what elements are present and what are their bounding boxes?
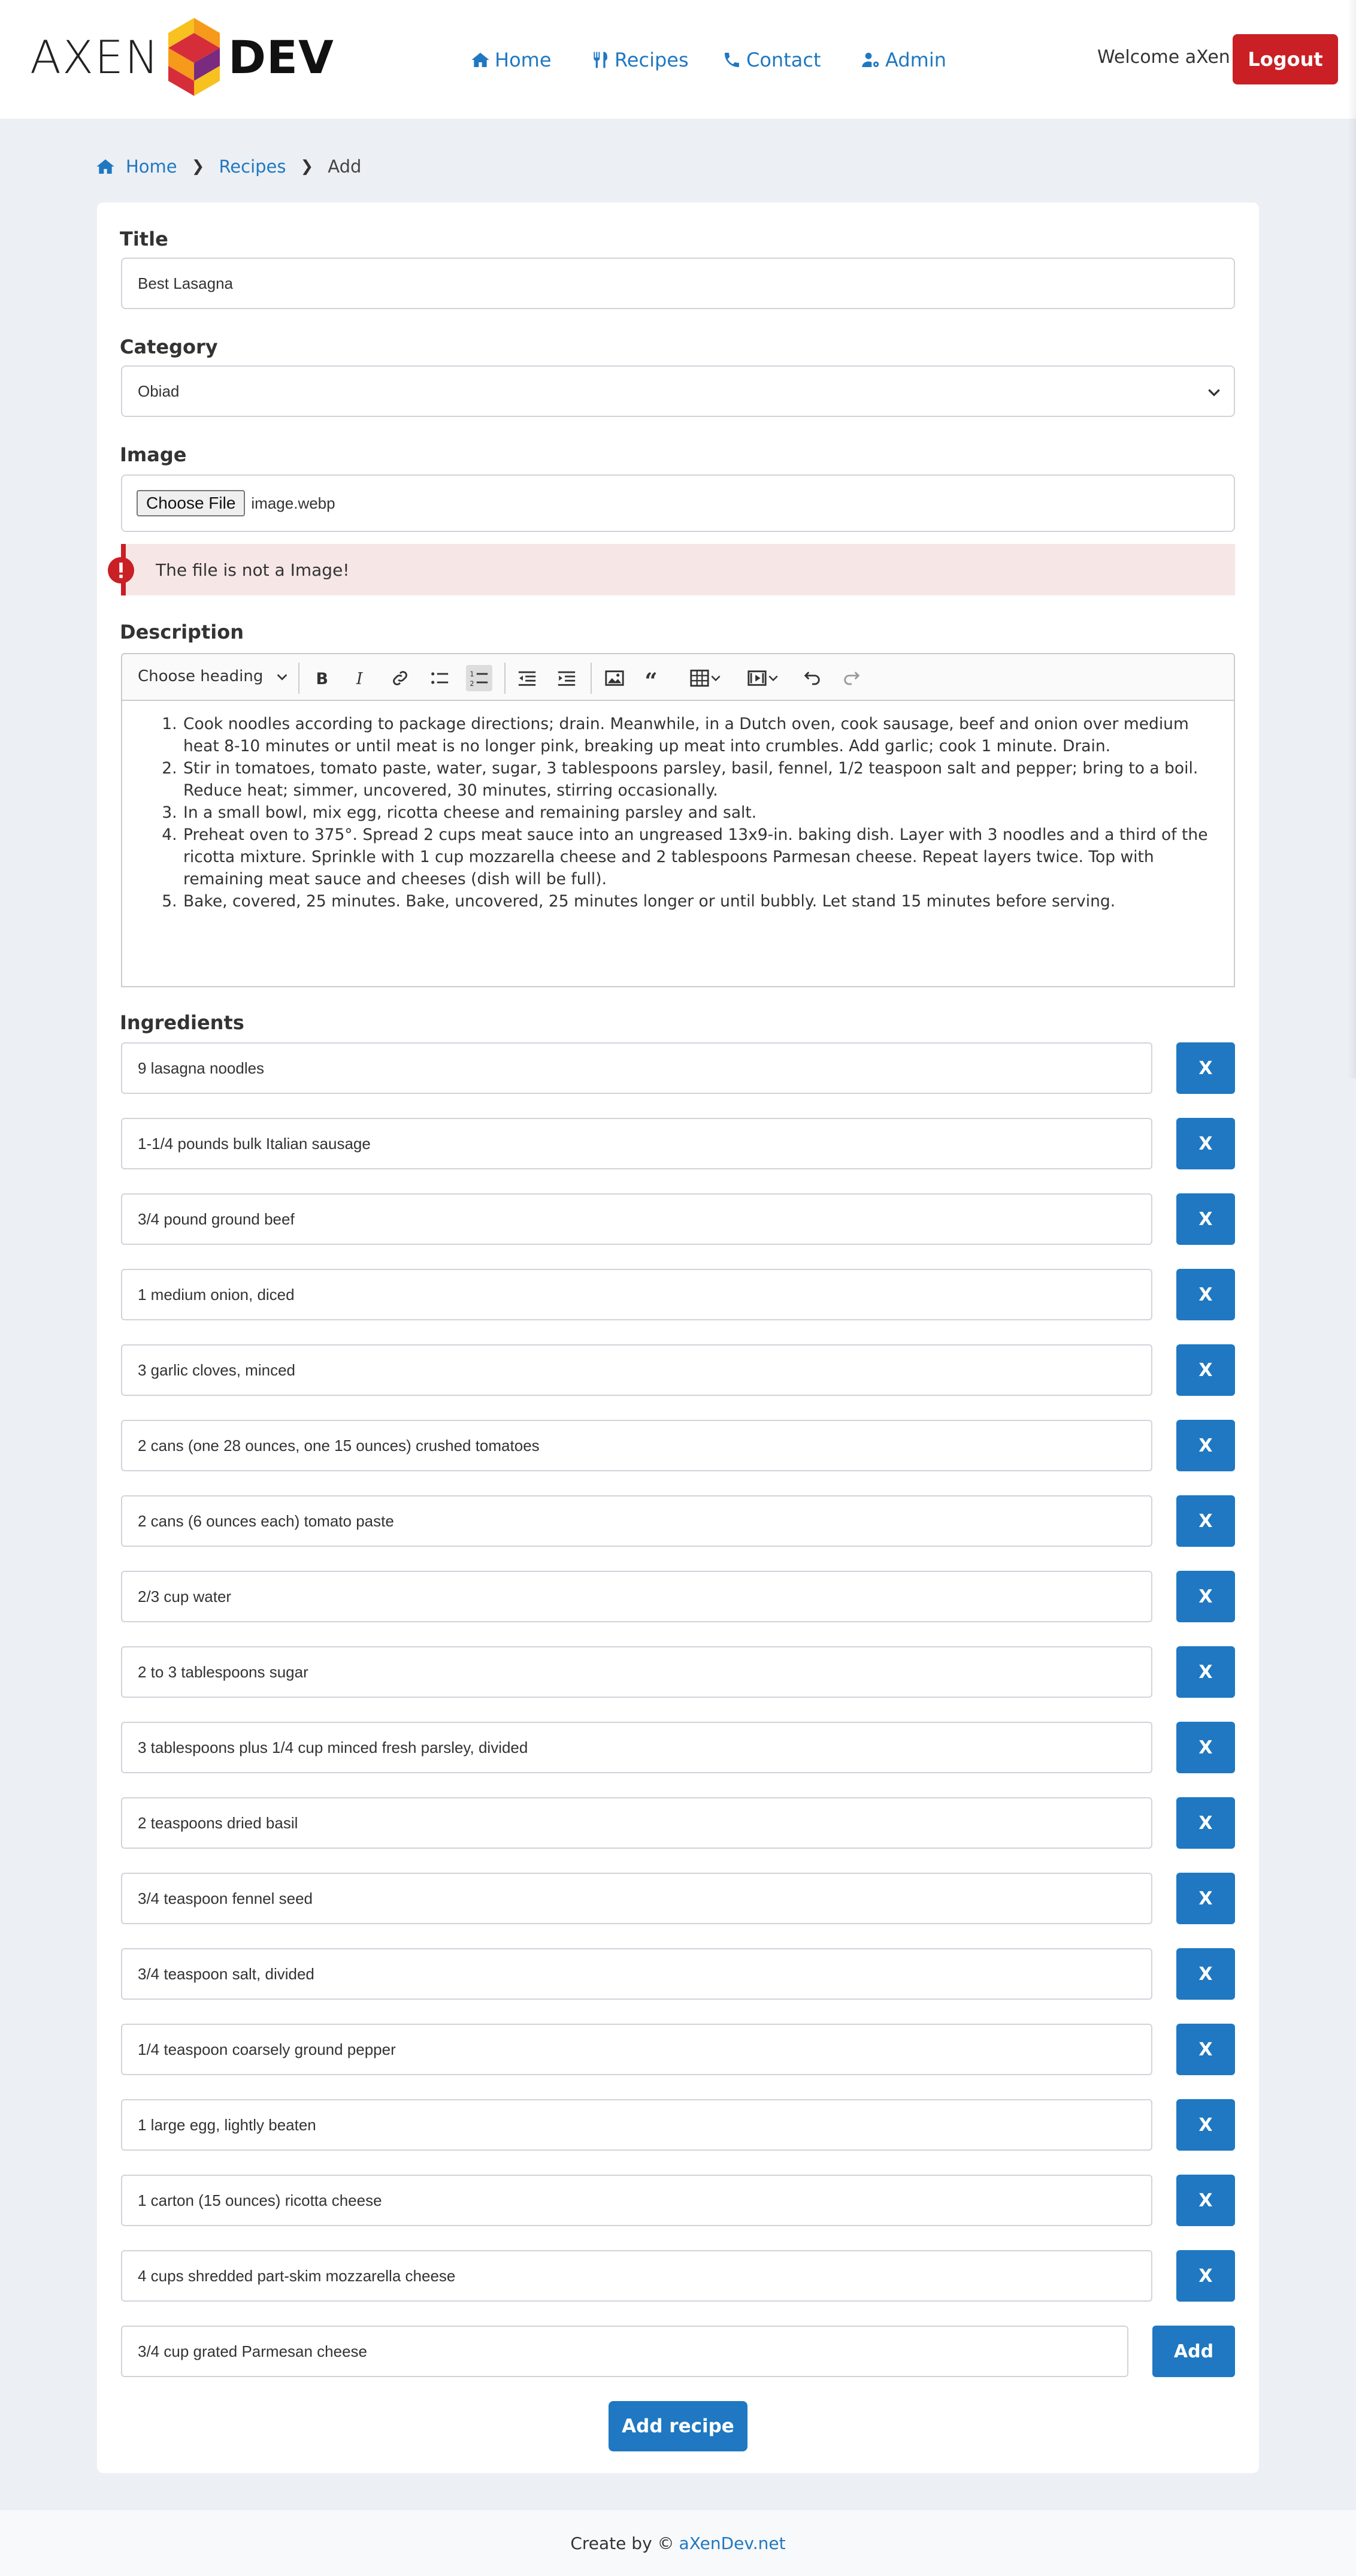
scrollbar-shadow [1348, 0, 1356, 1078]
category-select[interactable] [121, 365, 1235, 417]
title-input-value: Best Lasagna [138, 274, 234, 292]
remove-ingredient-button[interactable]: X [1176, 1042, 1235, 1094]
breadcrumb [96, 155, 361, 179]
outdent-icon [517, 668, 537, 688]
link-icon [390, 668, 410, 688]
ingredient-input[interactable] [121, 1948, 1152, 2000]
remove-ingredient-button[interactable]: X [1176, 1495, 1235, 1547]
remove-ingredient-button[interactable]: X [1176, 1797, 1235, 1849]
image-label: Image [120, 443, 187, 466]
remove-ingredient-button[interactable]: X [1176, 1269, 1235, 1320]
ingredient-input[interactable] [121, 1646, 1152, 1698]
description-editor[interactable] [121, 700, 1235, 987]
table-icon [689, 668, 710, 688]
ingredient-input[interactable] [121, 1420, 1152, 1471]
ingredient-input[interactable] [121, 2099, 1152, 2151]
breadcrumb-chevron-icon: ❯ [300, 158, 314, 176]
toolbar-divider [504, 663, 506, 694]
footer [0, 2510, 1356, 2576]
logo-hexagon-icon [168, 18, 220, 96]
description-list [182, 713, 1218, 912]
phone-icon [722, 50, 741, 69]
svg-text:1: 1 [470, 670, 474, 679]
toolbar-divider [591, 663, 592, 694]
numbered-list-button[interactable] [466, 665, 492, 691]
ingredient-value: 2/3 cup water [138, 1587, 232, 1606]
ingredient-input[interactable] [121, 1269, 1152, 1320]
svg-text:2: 2 [470, 679, 474, 688]
chevron-down-icon [1206, 385, 1222, 400]
nav-recipes[interactable] [591, 42, 689, 78]
media-icon [747, 668, 767, 688]
link-button[interactable] [387, 665, 413, 691]
ingredient-value: 1 medium onion, diced [138, 1285, 295, 1304]
footer-text: Create by © [570, 2533, 674, 2553]
indent-icon [556, 668, 577, 688]
ingredient-value: 1 large egg, lightly beaten [138, 2115, 316, 2134]
breadcrumb-home[interactable]: Home [126, 156, 177, 177]
home-icon [471, 50, 490, 69]
nav-contact[interactable] [722, 42, 821, 78]
description-step: 3. In a small bowl, mix egg, ricotta cheese and remaining parsley and salt. [182, 802, 1218, 824]
ingredient-value: 1-1/4 pounds bulk Italian sausage [138, 1134, 371, 1153]
header [0, 0, 1356, 119]
add-recipe-button[interactable]: Add recipe [609, 2401, 747, 2451]
nav-recipes-label: Recipes [615, 49, 689, 71]
ingredient-value: 4 cups shredded part-skim mozzarella cheese [138, 2266, 456, 2285]
logo[interactable] [30, 18, 334, 96]
ingredient-value: 3/4 pound ground beef [138, 1210, 295, 1228]
remove-ingredient-button[interactable]: X [1176, 1118, 1235, 1169]
undo-icon [802, 668, 822, 688]
ingredient-value: 3/4 teaspoon fennel seed [138, 1889, 313, 1907]
ingredient-input[interactable] [121, 1873, 1152, 1924]
quote-icon [644, 668, 664, 688]
bold-button[interactable] [308, 665, 334, 691]
svg-text:“: “ [644, 668, 658, 688]
ingredient-value: 2 cans (one 28 ounces, one 15 ounces) crushed tomatoes [138, 1436, 540, 1455]
nav-contact-label: Contact [746, 49, 821, 71]
ingredient-input[interactable] [121, 1495, 1152, 1547]
breadcrumb-recipes[interactable]: Recipes [219, 156, 286, 177]
toolbar-divider [298, 663, 299, 694]
breadcrumb-current: Add [328, 156, 362, 177]
bold-icon [311, 668, 331, 688]
image-error-alert [121, 544, 1235, 595]
remove-ingredient-button[interactable]: X [1176, 2175, 1235, 2226]
heading-dropdown[interactable] [138, 667, 289, 685]
ingredient-input[interactable] [121, 1193, 1152, 1245]
image-icon [604, 668, 625, 688]
description-step: 4. Preheat oven to 375°. Spread 2 cups meat sauce into an ungreased 13x9-in. baking dish. Layer with 3 noodles and a third of the ricotta mixture. Sprinkle with 1 cup mozzarella cheese and 2 tablespoons Parmesan cheese. Repeat layers twice. Top with remaining meat sauce and cheeses (dish will be full). [182, 824, 1218, 890]
remove-ingredient-button[interactable]: X [1176, 1193, 1235, 1245]
description-step: 5. Bake, covered, 25 minutes. Bake, uncovered, 25 minutes longer or until bubbly. Let stand 15 minutes before serving. [182, 890, 1218, 912]
add-ingredient-button[interactable]: Add [1152, 2326, 1235, 2377]
nav-home[interactable] [471, 42, 552, 78]
italic-button[interactable] [347, 665, 374, 691]
chevron-down-icon [767, 672, 779, 684]
logo-text-right: DEV [228, 30, 334, 84]
remove-ingredient-button[interactable]: X [1176, 2024, 1235, 2075]
insert-image-button[interactable] [601, 665, 628, 691]
title-input[interactable] [121, 258, 1235, 309]
chevron-down-icon [710, 672, 722, 684]
chevron-down-icon [276, 670, 289, 684]
nav-admin[interactable] [861, 42, 946, 78]
image-file-input[interactable] [121, 474, 1235, 532]
logout-button[interactable]: Logout [1233, 34, 1338, 84]
bulleted-list-button[interactable] [426, 665, 453, 691]
choose-file-button[interactable]: Choose File [137, 490, 245, 516]
remove-ingredient-button[interactable]: X [1176, 1646, 1235, 1698]
ingredient-value: 2 teaspoons dried basil [138, 1813, 298, 1832]
nav-home-label: Home [495, 49, 552, 71]
description-step: 1. Cook noodles according to package directions; drain. Meanwhile, in a Dutch oven, cook sausage, beef and onion over medium heat 8-10 minutes or until meat is no longer pink, breaking up meat into crumbles. Add garlic; cook 1 minute. Drain. [182, 713, 1218, 757]
numbered-list-icon [469, 668, 489, 688]
undo-button[interactable] [799, 665, 825, 691]
ingredient-input[interactable] [121, 1344, 1152, 1396]
insert-table-button[interactable] [682, 665, 730, 691]
ingredient-value: 3 garlic cloves, minced [138, 1360, 295, 1379]
ingredients-label: Ingredients [120, 1011, 244, 1034]
ingredient-input[interactable] [121, 1118, 1152, 1169]
title-label: Title [120, 228, 168, 250]
ingredient-input[interactable] [121, 1571, 1152, 1622]
editor-toolbar [121, 653, 1235, 701]
ingredient-input[interactable] [121, 1797, 1152, 1849]
bulleted-list-icon [429, 668, 450, 688]
remove-ingredient-button[interactable]: X [1176, 1948, 1235, 2000]
ingredient-input[interactable] [121, 2250, 1152, 2302]
file-name: image.webp [251, 494, 335, 512]
indent-button[interactable] [553, 665, 580, 691]
home-icon [96, 157, 115, 176]
ingredient-value: 9 lasagna noodles [138, 1059, 265, 1077]
ingredient-value: 2 cans (6 ounces each) tomato paste [138, 1511, 394, 1530]
heading-dropdown-label: Choose heading [138, 667, 264, 685]
category-label: Category [120, 335, 218, 358]
ingredient-input[interactable] [121, 2024, 1152, 2075]
block-quote-button[interactable] [641, 665, 667, 691]
italic-icon [350, 668, 371, 688]
nav-admin-label: Admin [885, 49, 946, 71]
remove-ingredient-button[interactable]: X [1176, 1722, 1235, 1773]
ingredient-value: 1/4 teaspoon coarsely ground pepper [138, 2040, 396, 2058]
user-gear-icon [861, 50, 880, 69]
remove-ingredient-button[interactable]: X [1176, 1344, 1235, 1396]
ingredient-input[interactable] [121, 2175, 1152, 2226]
remove-ingredient-button[interactable]: X [1176, 1420, 1235, 1471]
description-step: 2. Stir in tomatoes, tomato paste, water, sugar, 3 tablespoons parsley, basil, fennel, 1/2 teaspoon salt and pepper; bring to a boil. Reduce heat; simmer, uncovered, 30 minutes, stirring occasionally. [182, 757, 1218, 802]
remove-ingredient-button[interactable]: X [1176, 2099, 1235, 2151]
ingredient-input[interactable] [121, 1722, 1152, 1773]
ingredient-value: 3/4 teaspoon salt, divided [138, 1964, 314, 1983]
welcome-text: Welcome aXen [1097, 47, 1230, 68]
new-ingredient-value: 3/4 cup grated Parmesan cheese [138, 2342, 368, 2360]
redo-button[interactable] [839, 665, 865, 691]
breadcrumb-chevron-icon: ❯ [191, 158, 205, 176]
svg-text:B: B [316, 669, 329, 688]
remove-ingredient-button[interactable]: X [1176, 1873, 1235, 1924]
insert-media-button[interactable] [739, 665, 787, 691]
redo-icon [842, 668, 862, 688]
logo-text-left: AXEN [30, 30, 160, 84]
new-ingredient-input[interactable] [121, 2326, 1128, 2377]
footer-link[interactable]: aXenDev.net [679, 2533, 786, 2553]
svg-text:I: I [356, 669, 363, 688]
image-error-text: The file is not a Image! [156, 560, 350, 580]
exclamation-circle-icon [108, 557, 134, 583]
remove-ingredient-button[interactable]: X [1176, 2250, 1235, 2302]
ingredient-value: 3 tablespoons plus 1/4 cup minced fresh parsley, divided [138, 1738, 528, 1756]
ingredient-value: 2 to 3 tablespoons sugar [138, 1662, 308, 1681]
ingredient-value: 1 carton (15 ounces) ricotta cheese [138, 2191, 382, 2209]
utensils-icon [591, 50, 610, 69]
outdent-button[interactable] [514, 665, 540, 691]
remove-ingredient-button[interactable]: X [1176, 1571, 1235, 1622]
description-label: Description [120, 621, 244, 643]
category-select-value: Obiad [138, 382, 180, 400]
ingredient-input[interactable] [121, 1042, 1152, 1094]
